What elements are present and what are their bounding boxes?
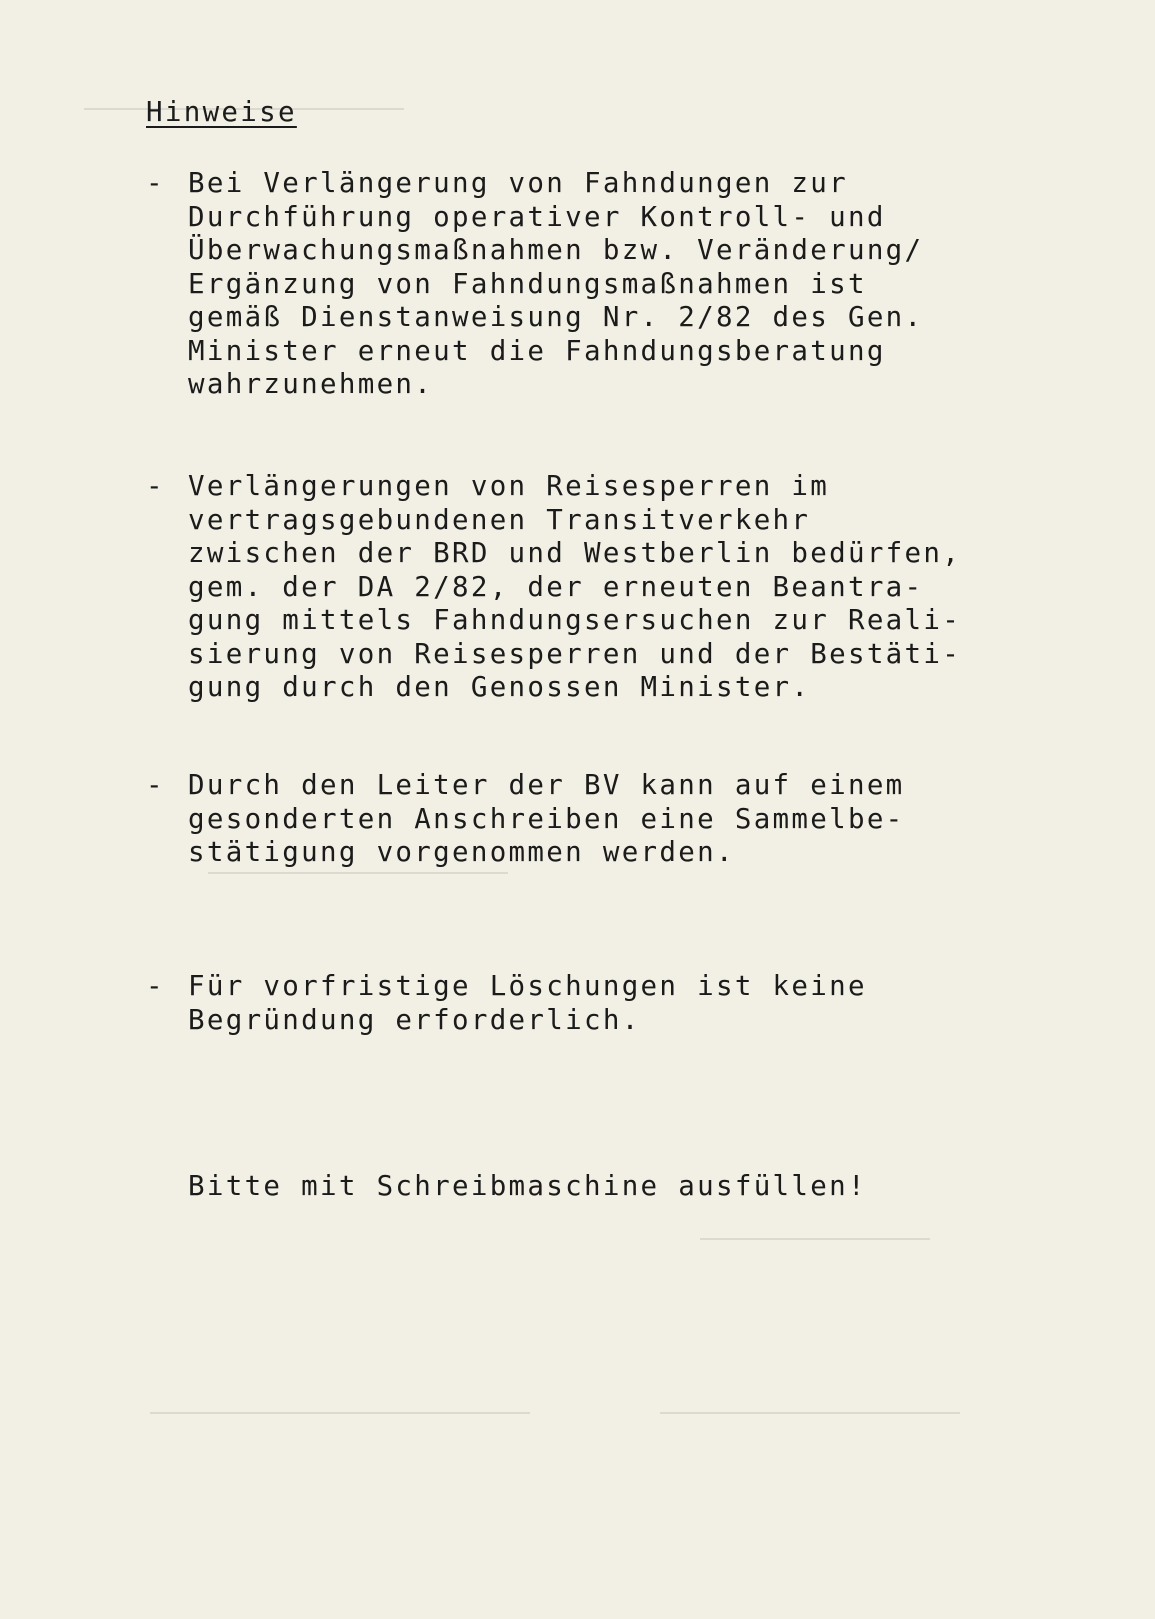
note-line: Ergänzung von Fahndungsmaßnahmen ist [188, 267, 867, 300]
note-1 [188, 167, 923, 402]
note-line: vertragsgebundenen Transitverkehr [188, 503, 811, 536]
note-4-dash: - [146, 970, 165, 1002]
note-4 [188, 970, 867, 1037]
note-line: gung durch den Genossen Minister. [188, 671, 811, 703]
bleed-rule [660, 1412, 960, 1414]
note-line: Begründung erforderlich. [188, 1003, 641, 1036]
note-line: Bei Verlängerung von Fahndungen zur [188, 167, 848, 199]
note-line: gemäß Dienstanweisung Nr. 2/82 des Gen. [188, 301, 924, 333]
note-2 [188, 470, 961, 705]
note-line: Durch den Leiter der BV kann auf einem [188, 769, 905, 801]
note-line: Für vorfristige Löschungen ist keine [188, 970, 867, 1002]
bleed-rule [208, 872, 508, 874]
note-1-dash: - [146, 167, 165, 199]
bleed-rule [700, 1238, 930, 1240]
note-line: Überwachungsmaßnahmen bzw. Veränderung/ [188, 234, 924, 266]
note-line: Durchführung operativer Kontroll- und [188, 200, 886, 233]
note-line: Verlängerungen von Reisesperren im [188, 470, 830, 502]
note-line: sierung von Reisesperren und der Bestäti- [188, 637, 962, 670]
typewriter-instruction: Bitte mit Schreibmaschine ausfüllen! [188, 1170, 867, 1202]
note-3 [188, 769, 905, 870]
note-line: Minister erneut die Fahndungsberatung [188, 334, 886, 367]
note-line: zwischen der BRD und Westberlin bedürfen, [188, 537, 962, 569]
note-line: gesonderten Anschreiben eine Sammelbe- [188, 802, 905, 835]
note-3-dash: - [146, 769, 165, 801]
note-line: wahrzunehmen. [188, 368, 434, 400]
note-line: stätigung vorgenommen werden. [188, 836, 735, 868]
note-line: gem. der DA 2/82, der erneuten Beantra- [188, 570, 924, 603]
note-2-dash: - [146, 470, 165, 502]
page-heading: Hinweise [146, 96, 297, 128]
bleed-rule [150, 1412, 530, 1414]
note-line: gung mittels Fahndungsersuchen zur Reali- [188, 604, 962, 636]
